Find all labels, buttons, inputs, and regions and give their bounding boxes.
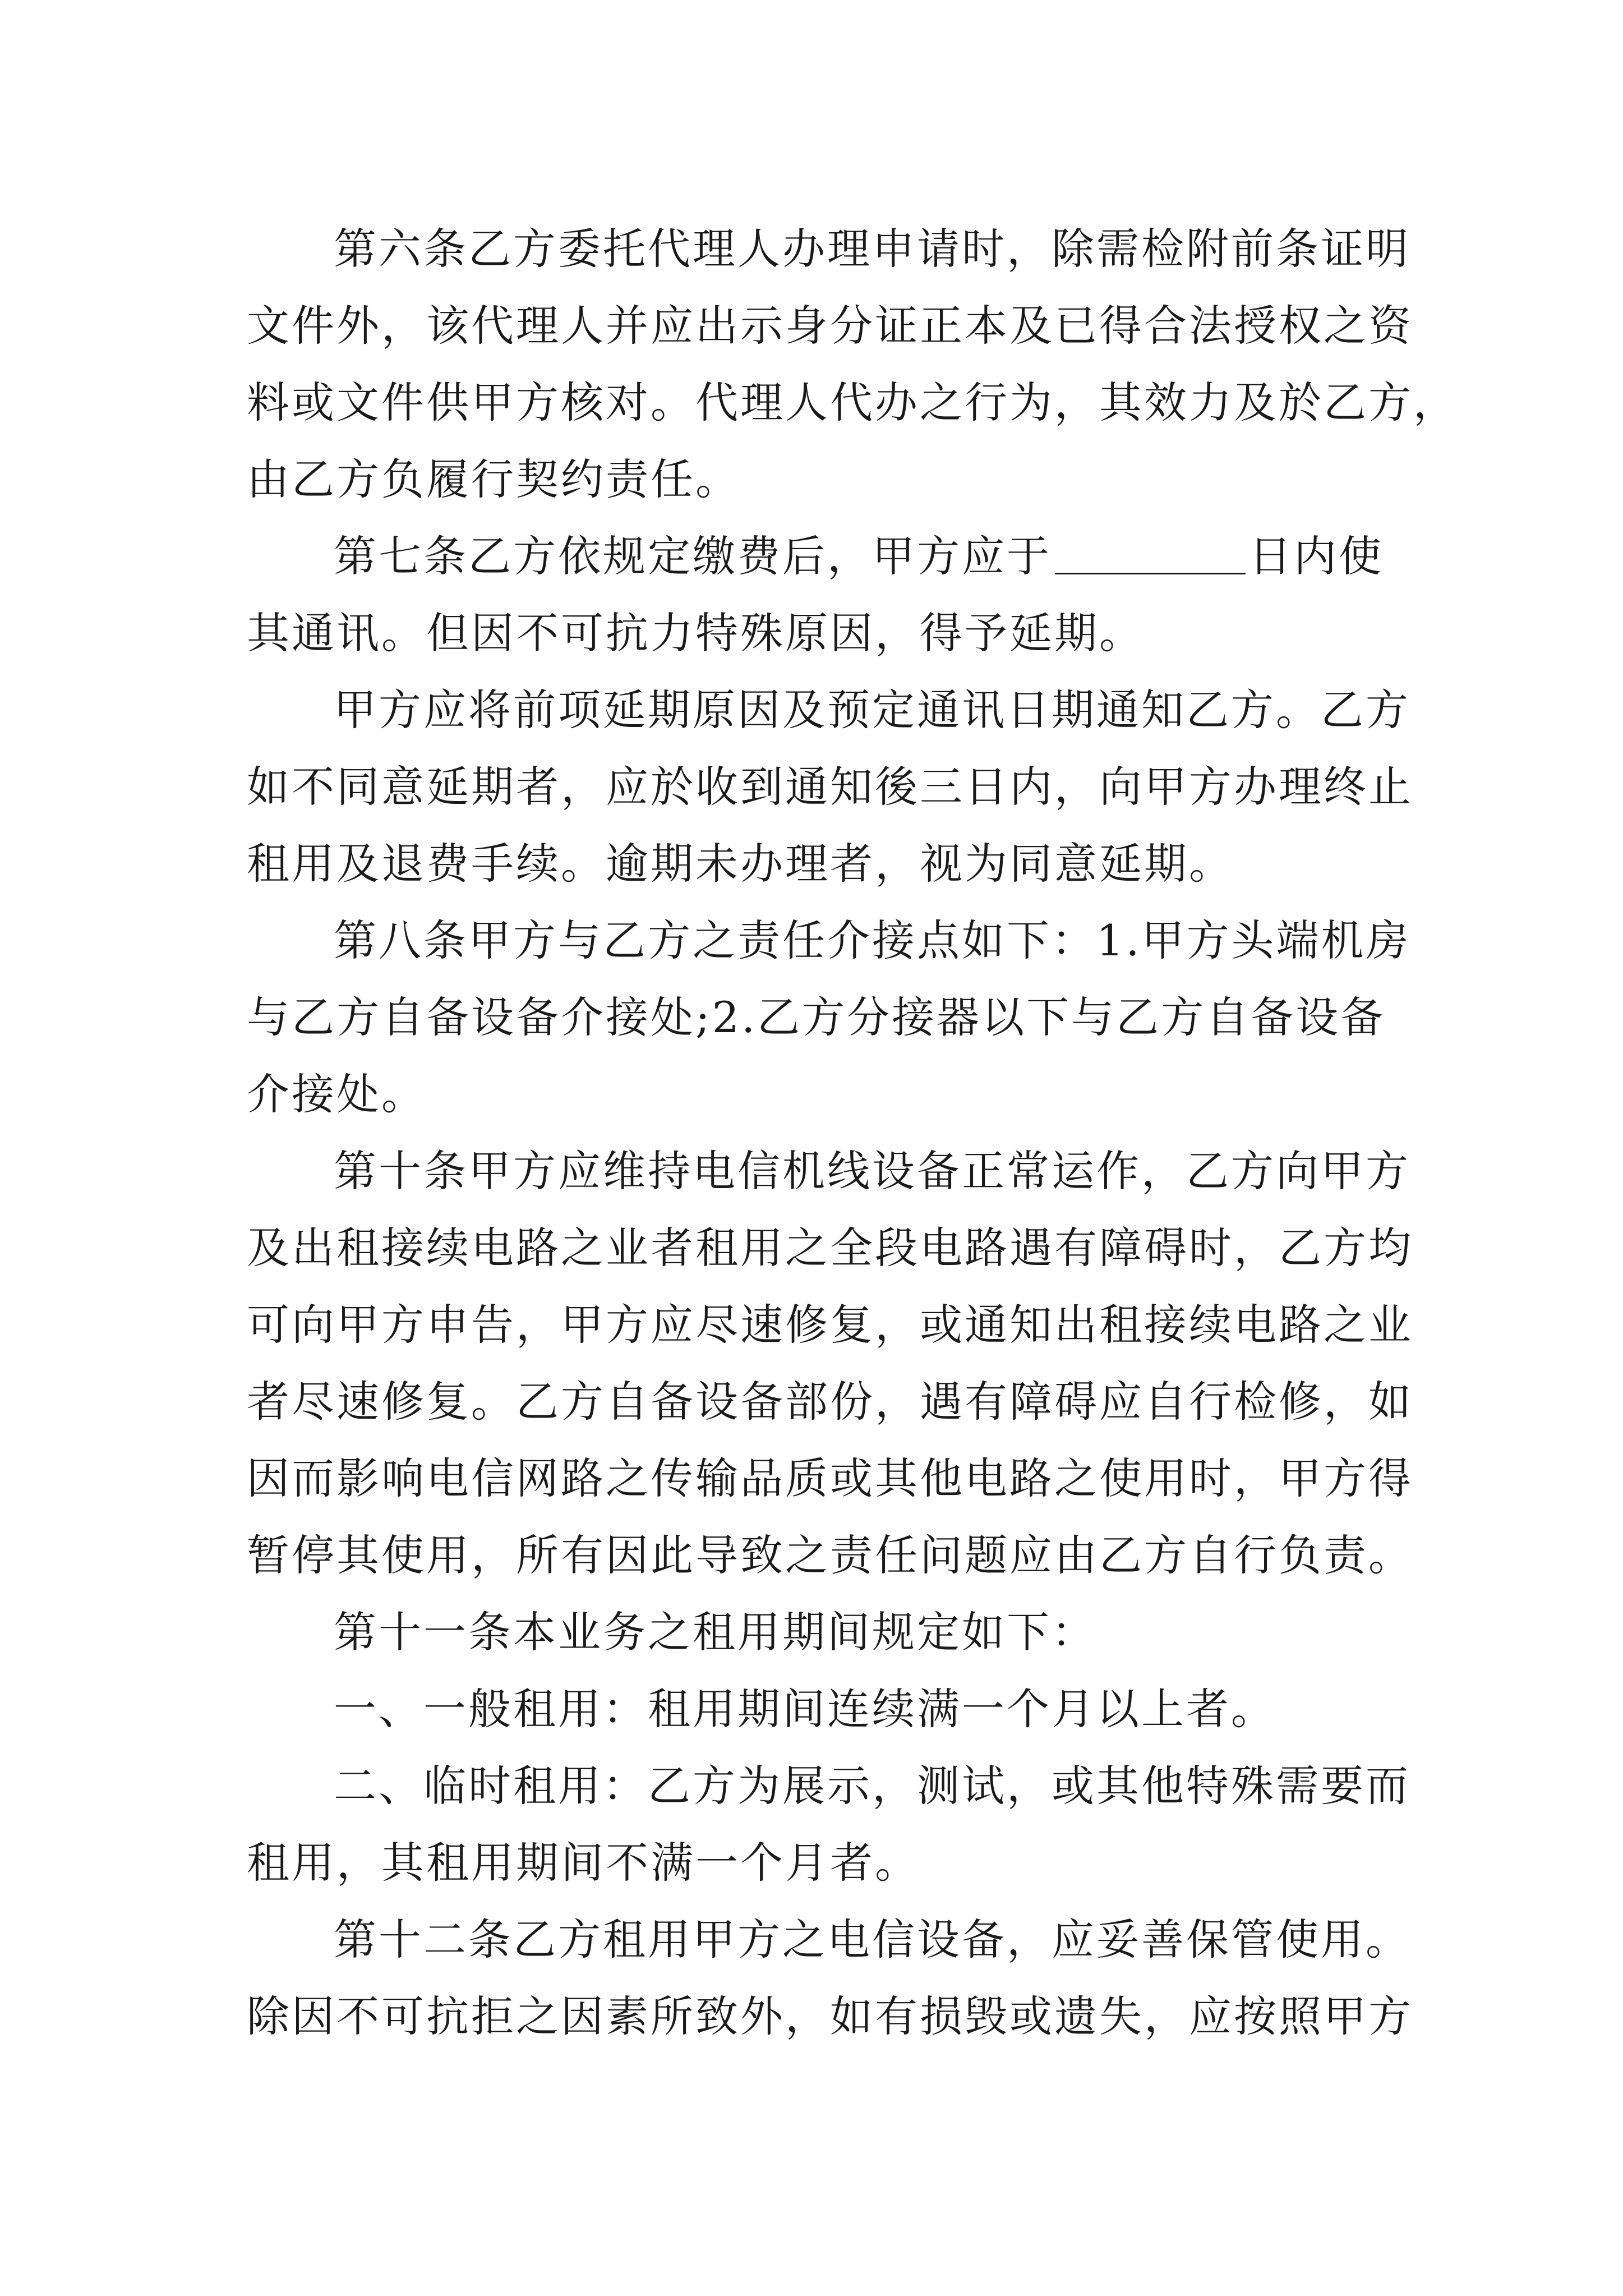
- article-8-line-3: 介接处。: [247, 1069, 426, 1119]
- article-7-text-before-blank: 第七条乙方依规定缴费后，甲方应于: [334, 531, 1052, 581]
- article-6-line-1: 第六条乙方委托代理人办理申请时，除需检附前条证明: [334, 224, 1410, 274]
- article-10-line-1: 第十条甲方应维持电信机线设备正常运作，乙方向甲方: [334, 1146, 1410, 1196]
- article-8-line-1: 第八条甲方与乙方之责任介接点如下：1.甲方头端机房: [334, 915, 1411, 965]
- fill-in-blank: [1055, 533, 1246, 574]
- article-7-line-2: 其通讯。但因不可抗力特殊原因，得予延期。: [247, 608, 1144, 658]
- contract-body: [247, 210, 1458, 2055]
- article-11-item-2-line-1: 二、临时租用：乙方为展示，测试，或其他特殊需要而: [334, 1761, 1410, 1811]
- article-10-line-6: 暂停其使用，所有因此导致之责任问题应由乙方自行负责。: [247, 1530, 1413, 1580]
- article-10-line-4: 者尽速修复。乙方自备设备部份，遇有障碍应自行检修，如: [247, 1377, 1413, 1427]
- article-10-line-3: 可向甲方申告，甲方应尽速修复，或通知出租接续电路之业: [247, 1300, 1413, 1350]
- delay-notice-line-2: 如不同意延期者，应於收到通知後三日内，向甲方办理终止: [247, 762, 1413, 812]
- article-6-line-3: 料或文件供甲方核对。代理人代办之行为，其效力及於乙方，: [247, 378, 1458, 427]
- article-10-line-5: 因而影响电信网路之传输品质或其他电路之使用时，甲方得: [247, 1453, 1413, 1503]
- article-11-line-1: 第十一条本业务之租用期间规定如下：: [334, 1607, 1096, 1657]
- article-10-line-2: 及出租接续电路之业者租用之全段电路遇有障碍时，乙方均: [247, 1223, 1413, 1273]
- article-8-line-2: 与乙方自备设备介接处;2.乙方分接器以下与乙方自备设备: [247, 992, 1386, 1042]
- article-11-item-2-line-2: 租用，其租用期间不满一个月者。: [247, 1838, 920, 1888]
- article-7-text-after-blank: 日内使: [1249, 531, 1384, 581]
- article-6-line-4: 由乙方负履行契约责任。: [247, 454, 740, 504]
- delay-notice-line-3: 租用及退费手续。逾期未办理者，视为同意延期。: [247, 839, 1234, 889]
- article-12-line-2: 除因不可抗拒之因素所致外，如有损毁或遗失，应按照甲方: [247, 1991, 1413, 2041]
- article-6-line-2: 文件外，该代理人并应出示身分证正本及已得合法授权之资: [247, 301, 1413, 351]
- article-11-item-1: 一、一般租用：租用期间连续满一个月以上者。: [334, 1684, 1276, 1734]
- article-12-line-1: 第十二条乙方租用甲方之电信设备，应妥善保管使用。: [334, 1915, 1410, 1964]
- delay-notice-line-1: 甲方应将前项延期原因及预定通讯日期通知乙方。乙方: [334, 685, 1410, 735]
- article-7-line-1: [247, 518, 1385, 595]
